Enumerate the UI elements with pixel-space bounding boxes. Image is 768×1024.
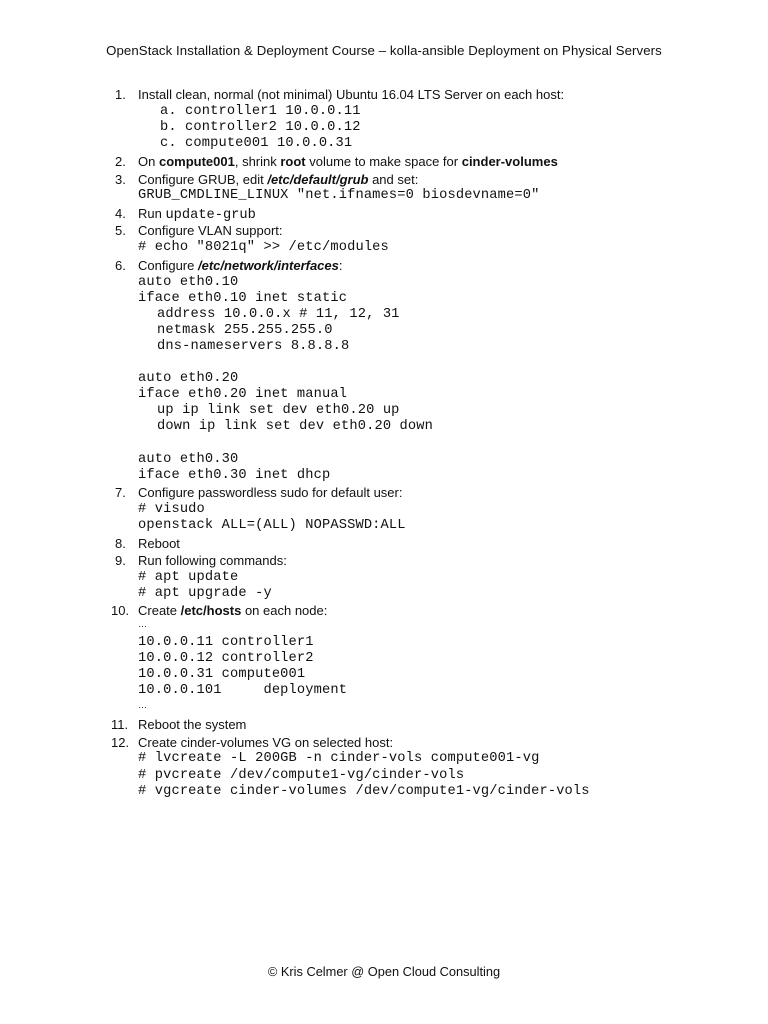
step-number: 9. [115, 553, 126, 568]
page-header: OpenStack Installation & Deployment Course – kolla-ansible Deployment on Physical Servers [106, 43, 662, 58]
code-line: address 10.0.0.x # 11, 12, 31 [157, 307, 400, 322]
step-text: Configure /etc/network/interfaces: [138, 258, 343, 273]
code-line: iface eth0.10 inet static [138, 291, 348, 306]
ellipsis: … [138, 619, 147, 629]
step-text: Reboot the system [138, 717, 247, 732]
code-line: GRUB_CMDLINE_LINUX "net.ifnames=0 biosdevname=0" [138, 188, 540, 203]
step-text: Configure GRUB, edit /etc/default/grub and set: [138, 172, 419, 187]
step-number: 2. [115, 154, 126, 169]
step-text: Install clean, normal (not minimal) Ubuntu 16.04 LTS Server on each host: [138, 87, 565, 102]
step-number: 10. [111, 603, 130, 618]
step-number: 8. [115, 536, 126, 551]
code-line: # visudo [138, 502, 205, 517]
step-text: Run update-grub [138, 206, 256, 223]
code-line: 10.0.0.31 compute001 [138, 667, 306, 682]
code-line: auto eth0.10 [138, 275, 239, 290]
step-number: 3. [115, 172, 126, 187]
code-line: dns-nameservers 8.8.8.8 [157, 339, 350, 354]
step-number: 1. [115, 87, 126, 102]
code-line: up ip link set dev eth0.20 up [157, 403, 400, 418]
sub-letter: c. [160, 136, 177, 151]
code-line: iface eth0.20 inet manual [138, 387, 348, 402]
step-text: Reboot [138, 536, 180, 551]
code-line: # pvcreate /dev/compute1-vg/cinder-vols [138, 768, 465, 783]
step-number: 7. [115, 485, 126, 500]
step-text: Create cinder-volumes VG on selected host: [138, 735, 394, 750]
code-line: auto eth0.30 [138, 452, 239, 467]
step-number: 6. [115, 258, 126, 273]
sub-letter: a. [160, 104, 177, 119]
sub-item: controller2 10.0.0.12 [185, 120, 361, 135]
code-line: 10.0.0.11 controller1 [138, 635, 314, 650]
code-line: auto eth0.20 [138, 371, 239, 386]
code-line: openstack ALL=(ALL) NOPASSWD:ALL [138, 518, 406, 533]
code-line: # apt upgrade -y [138, 586, 272, 601]
step-text: Run following commands: [138, 553, 287, 568]
code-line: # apt update [138, 570, 239, 585]
sub-letter: b. [160, 120, 177, 135]
sub-item: controller1 10.0.0.11 [185, 104, 361, 119]
code-line: 10.0.0.12 controller2 [138, 651, 314, 666]
code-line: 10.0.0.101 deployment [138, 683, 348, 698]
step-text: Create /etc/hosts on each node: [138, 603, 328, 618]
step-text: On compute001, shrink root volume to make space for cinder-volumes [138, 154, 558, 169]
step-text: Configure passwordless sudo for default user: [138, 485, 403, 500]
step-number: 11. [111, 717, 129, 732]
ellipsis: … [138, 700, 147, 710]
step-number: 5. [115, 223, 126, 238]
code-line: # vgcreate cinder-volumes /dev/compute1-vg/cinder-vols [138, 784, 590, 799]
code-line: # lvcreate -L 200GB -n cinder-vols compute001-vg [138, 751, 540, 766]
code-line: down ip link set dev eth0.20 down [157, 419, 434, 434]
code-line: netmask 255.255.255.0 [157, 323, 333, 338]
step-text: Configure VLAN support: [138, 223, 283, 238]
page-footer: © Kris Celmer @ Open Cloud Consulting [267, 964, 501, 979]
step-number: 4. [115, 206, 126, 221]
sub-item: compute001 10.0.0.31 [185, 136, 353, 151]
code-line: iface eth0.30 inet dhcp [138, 468, 331, 483]
step-number: 12. [111, 735, 130, 750]
code-line: # echo "8021q" >> /etc/modules [138, 240, 389, 255]
